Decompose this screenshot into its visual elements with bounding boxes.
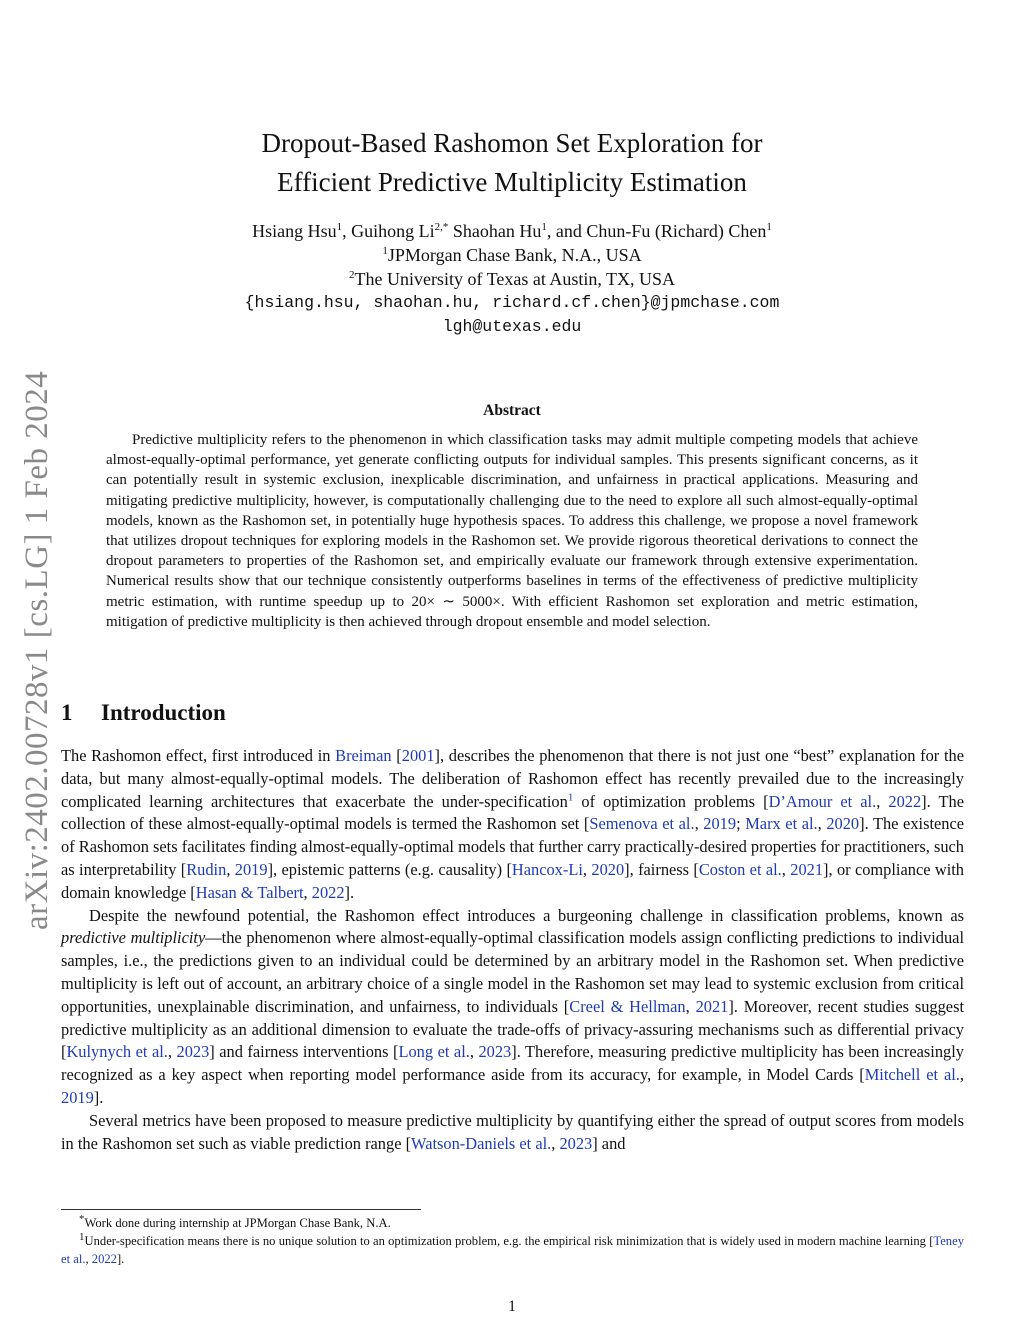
text: ]. The collection of these almost-equally-optimal models is termed the Rashomon set [ [61,791,964,834]
citation-link[interactable]: Hancox-Li [511,859,583,879]
body-text [61,745,964,1155]
text: , [551,1133,560,1153]
text: Despite the newfound potential, the Rashomon effect introduces a burgeoning challenge in classification problems, known as [89,905,964,925]
affiliation-2 [120,267,904,291]
citation-link[interactable]: 2022 [888,791,922,811]
citation-link[interactable]: 2023 [559,1133,593,1153]
author-block [120,219,904,339]
citation-link[interactable]: 2020 [826,814,860,834]
affiliation-1 [120,243,904,267]
section-title: Introduction [101,700,226,725]
text: —the phenomenon where almost-equally-optimal classification models assign conflicting predictions to individual samples, i.e., the predictions given to an individual could be determined by an arbitrary model in the Rashomon set. When predictive multiplicity is left out of account, an arbitrary choice of a single model in the Rashomon set may lead to systemic exclusion from critical opportunities, unexplainable discrimination, and unfairness, to individuals [ [61,928,964,1016]
section-heading [61,700,226,726]
text: ]. Moreover, recent studies suggest predictive multiplicity as an additional dimension to evaluate the trade-offs of privacy-assuring mechanisms such as differential privacy [ [61,996,965,1062]
text: ], describes the phenomenon that there is not just one “best” explanation for the data, but many almost-equally-optimal models. The deliberation of Rashomon effect has recently prevailed due to the increasingly complicated learning architectures that exacerbate the under-specification [61,746,964,811]
text: ], fairness [ [624,859,699,879]
text: of optimization problems [ [573,791,769,811]
citation-link[interactable]: Hasan & Talbert [195,882,304,902]
text: , [959,1065,964,1085]
affiliation-text: JPMorgan Chase Bank, N.A., USA [387,245,642,265]
text: , [303,882,312,902]
text: ]. Therefore, measuring predictive multiplicity has been increasingly recognized as a key aspect when reporting model performance aside from its accuracy, for example, in Model Cards [ [61,1042,964,1085]
citation-link[interactable]: Mitchell et al. [864,1065,960,1085]
text: , [694,814,704,834]
text: , [685,996,696,1016]
footnote-text: Work done during internship at JPMorgan Chase Bank, N.A. [84,1216,391,1230]
citation-link[interactable]: 2019 [703,814,737,834]
text: ; [736,814,746,834]
abstract-text: Predictive multiplicity refers to the phenomenon in which classification tasks may admit multiple competing models that achieve almost-equally-optimal performance, yet generate conflicting outputs for individual samples. This presents significant concerns, as it can potentially result in systemic exclusion, inexplicable discrimination, and unfairness in practical applications. Measuring and mitigating predictive multiplicity, however, is computationally challenging due to the need to explore all such almost-equally-optimal models, known as the Rashomon set, in potentially huge hypothesis spaces. To address this challenge, we propose a novel framework that utilizes dropout techniques for exploring models in the Rashomon set. We provide rigorous theoretical derivations to connect the dropout parameters to properties of the Rashomon set, and empirically evaluate our framework through extensive experimentation. Numerical results show that our technique consistently outperforms baselines in terms of the effectiveness of predictive multiplicity metric estimation, with runtime speedup up to 20× ∼ 5000×. With efficient Rashomon set exploration and metric estimation, mitigation of predictive multiplicity is then achieved through dropout ensemble and model selection. [106,432,918,630]
citation-link[interactable]: Coston et al. [698,859,782,879]
citation-link[interactable]: Marx et al. [745,814,818,834]
text: ]. The existence of Rashomon sets facilitates finding almost-equally-optimal models that further carry practically-desired properties for practitioners, such as interpretability [ [61,814,965,879]
citation-link[interactable]: Kulynych et al. [66,1042,168,1062]
footnotes [61,1214,964,1268]
citation-link[interactable]: 2023 [176,1042,210,1062]
paragraph-1 [61,745,964,905]
citation-link[interactable]: 2019 [234,859,268,879]
text: ] and fairness interventions [ [209,1042,399,1062]
footnote-mark: 1 [79,1230,85,1243]
author-name: , Guihong Li [342,221,435,241]
author-name: Hsiang Hsu [252,221,337,241]
citation-link[interactable]: 2020 [591,859,625,879]
citation-link[interactable]: D’Amour et al. [768,791,877,811]
citation-link[interactable]: 2022 [311,882,345,902]
citation-link[interactable]: 2001 [401,746,435,765]
text: , [817,814,827,834]
title-line-2: Efficient Predictive Multiplicity Estimation [277,167,747,197]
footnote-text: , [85,1252,92,1266]
footnote-2 [61,1232,964,1268]
affiliation-mark: 1 [336,221,343,233]
text: , [167,1042,177,1062]
text: , [469,1042,479,1062]
affiliation-mark: 1 [382,245,388,257]
emphasis: predictive multiplicity [61,928,206,948]
citation-link[interactable]: Breiman [335,746,392,765]
email-line-2: lgh@utexas.edu [442,317,582,336]
footnote-text: ]. [116,1252,125,1266]
citation-link[interactable]: Rudin [186,859,227,879]
citation-link[interactable]: Teney et al. [61,1234,964,1266]
text: , [582,859,592,879]
author-name: , and Chun-Fu (Richard) Chen [546,221,767,241]
text: Several metrics have been proposed to measure predictive multiplicity by quantifying either the spread of output scores from models in the Rashomon set such as viable prediction range [ [61,1110,964,1153]
text: , [876,791,889,811]
text: , [226,859,235,879]
paragraph-2 [61,905,964,1110]
title-line-1: Dropout-Based Rashomon Set Exploration for [261,128,763,158]
text: [ [391,746,402,765]
author-name: Shaohan Hu [448,221,542,241]
email-line-1: {hsiang.hsu, shaohan.hu, richard.cf.chen}@jpmchase.com [244,293,780,312]
footnote-text: Under-specification means there is no unique solution to an optimization problem, e.g. the empirical risk minimization that is widely used in modern machine learning [ [84,1234,934,1248]
footnote-mark: * [79,1212,85,1225]
text: ], or compliance with domain knowledge [ [61,859,964,902]
citation-link[interactable]: Long et al. [398,1042,470,1062]
footnote-divider [61,1209,421,1210]
citation-link[interactable]: Creel & Hellman [569,996,686,1016]
text: , [781,859,791,879]
affiliation-mark: 1 [766,221,772,233]
text: The Rashomon effect, first introduced in [61,746,336,765]
paragraph-3 [61,1110,964,1156]
citation-link[interactable]: 2021 [790,859,824,879]
citation-link[interactable]: Semenova et al. [589,814,695,834]
paper-title [150,124,874,202]
abstract-heading: Abstract [483,402,541,419]
affiliation-mark: 2,* [434,221,449,233]
citation-link[interactable]: Watson-Daniels et al. [411,1133,552,1153]
citation-link[interactable]: 2021 [695,996,729,1016]
citation-link[interactable]: 2019 [61,1087,94,1107]
footnote-link[interactable]: 1 [567,791,574,804]
citation-link[interactable]: 2023 [478,1042,512,1062]
footnote-1 [61,1214,964,1232]
citation-link[interactable]: 2022 [91,1252,117,1266]
text: ]. [344,882,355,902]
text: ] and [592,1133,626,1153]
text: ], epistemic patterns (e.g. causality) [ [267,859,512,879]
arxiv-stamp: arXiv:2402.00728v1 [cs.LG] 1 Feb 2024 [19,370,55,930]
author-list [120,219,904,243]
affiliation-mark: 1 [541,221,547,233]
text: ]. [93,1087,104,1107]
page-number: 1 [508,1298,516,1315]
section-number: 1 [61,700,73,725]
affiliation-mark: 2 [348,269,355,281]
affiliation-text: The University of Texas at Austin, TX, USA [354,269,676,289]
